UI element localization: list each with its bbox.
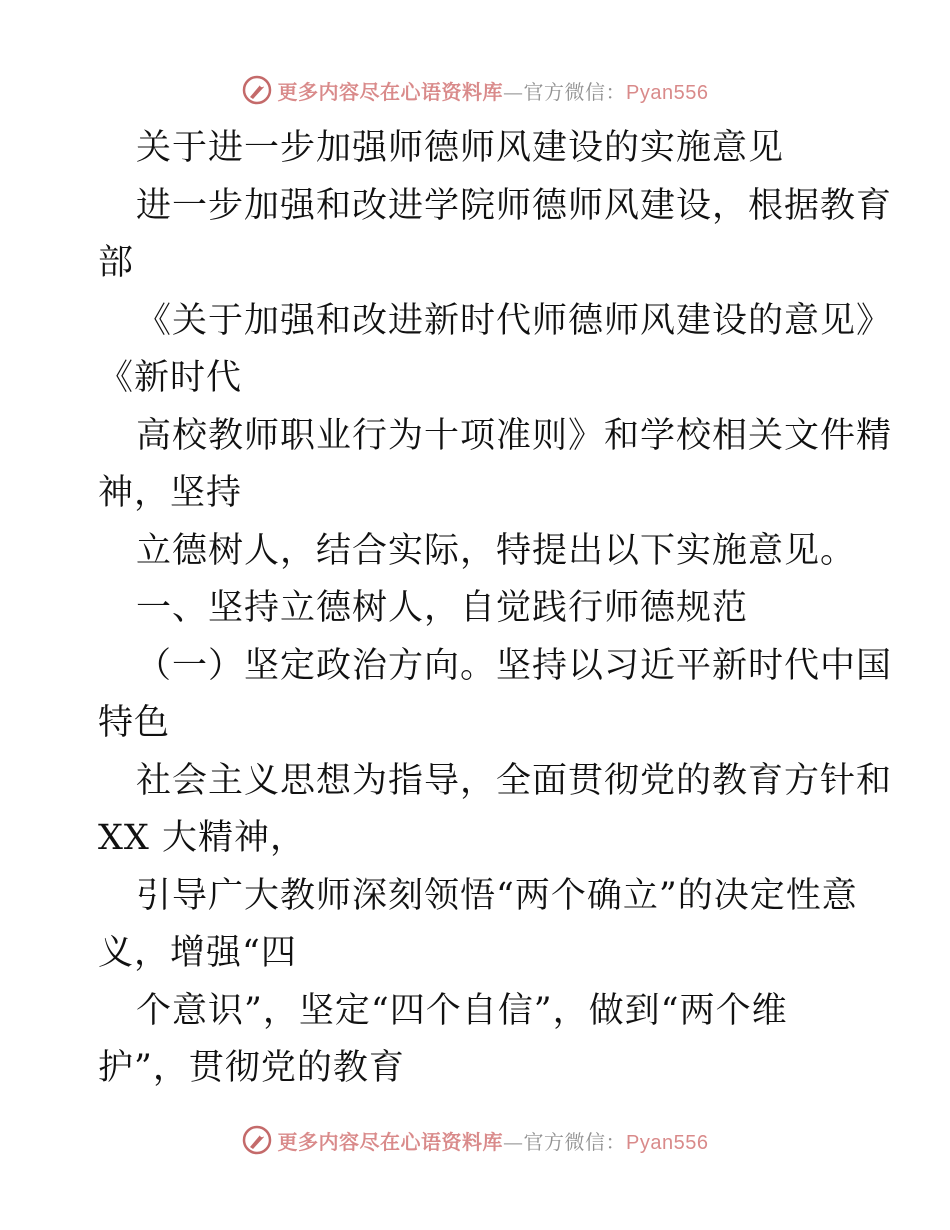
watermark-handle: Pyan556 <box>626 81 709 104</box>
doc-line: 部 <box>98 243 135 283</box>
pen-nib-seal-icon <box>242 1125 272 1155</box>
watermark-wechat-label: 官方微信： <box>523 79 627 104</box>
doc-line: 立德树人，结合实际，特提出以下实施意见。 <box>136 530 857 571</box>
header-watermark <box>0 70 950 110</box>
doc-line: 高校教师职业行为十项准则》和学校相关文件精 <box>136 415 893 456</box>
doc-line: 引导广大教师深刻领悟“两个确立”的决定性意 <box>136 875 858 916</box>
doc-line: （一）坚定政治方向。坚持以习近平新时代中国 <box>136 645 893 686</box>
doc-line: 个意识”，坚定“四个自信”，做到“两个维 <box>136 990 788 1031</box>
doc-line: 《关于加强和改进新时代师德师风建设的意见》 <box>136 300 893 341</box>
doc-line: 社会主义思想为指导，全面贯彻党的教育方针和 <box>136 760 893 801</box>
doc-line: 义，增强“四 <box>98 933 297 973</box>
doc-title: 关于进一步加强师德师风建设的实施意见 <box>136 128 785 168</box>
watermark-site: 更多内容尽在心语资料库 <box>277 1129 504 1154</box>
pen-nib-seal-icon <box>242 75 272 105</box>
watermark-text <box>278 76 709 105</box>
footer-watermark <box>0 1120 950 1160</box>
watermark-site: 更多内容尽在心语资料库 <box>277 79 504 104</box>
watermark-dash: — <box>503 79 524 104</box>
doc-line: 护”，贯彻党的教育 <box>98 1048 405 1088</box>
watermark-dash: — <box>503 1129 524 1154</box>
document-body <box>98 120 893 1098</box>
watermark-text <box>278 1126 709 1155</box>
watermark-wechat-label: 官方微信： <box>523 1129 627 1154</box>
doc-line: 《新时代 <box>98 358 243 398</box>
section-heading: 一、坚持立德树人，自觉践行师德规范 <box>136 588 749 628</box>
doc-line: 特色 <box>98 703 171 743</box>
doc-line: XX 大精神， <box>98 818 306 858</box>
watermark-handle: Pyan556 <box>626 1131 709 1154</box>
doc-line: 神，坚持 <box>98 473 243 513</box>
doc-line: 进一步加强和改进学院师德师风建设，根据教育 <box>136 185 893 226</box>
